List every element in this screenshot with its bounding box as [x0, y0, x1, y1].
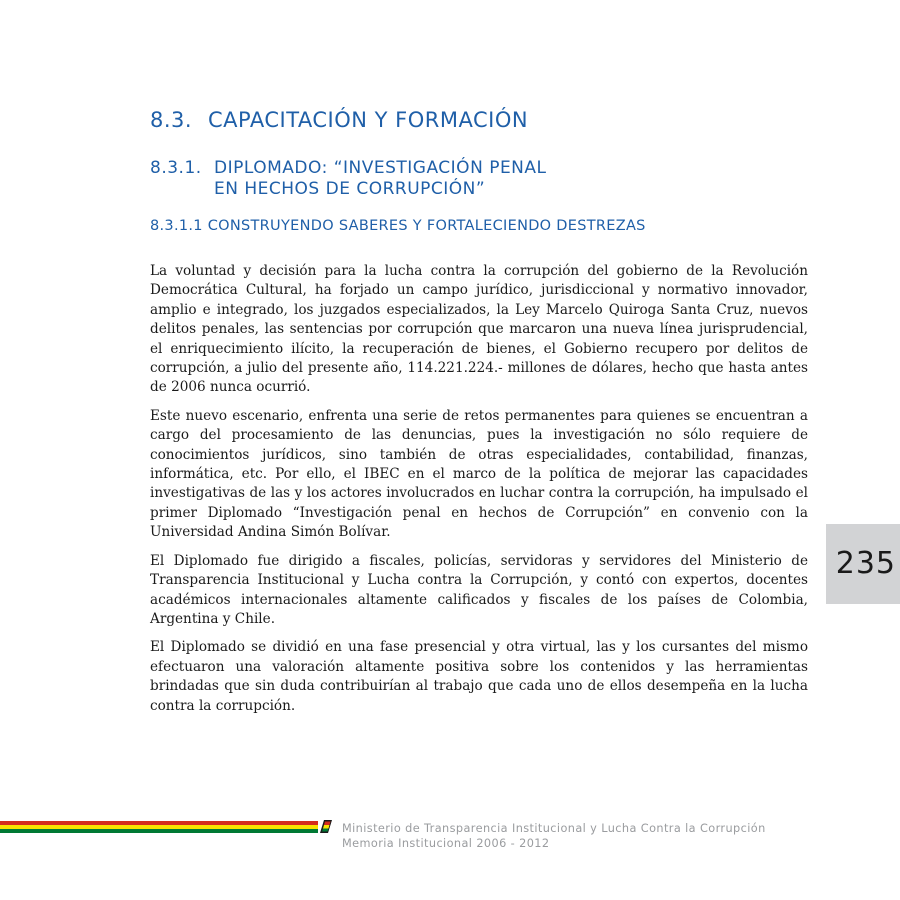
subsection-title-line1: DIPLOMADO: “INVESTIGACIÓN PENAL: [214, 158, 547, 178]
footer-memoria: Memoria Institucional 2006 - 2012: [342, 837, 550, 850]
paragraph: Este nuevo escenario, enfrenta una serie de retos permanentes para quienes se encuentran a cargo del procesamiento de las denuncias, pues la investigación no sólo requiere de conocimientos jurídicos, sino también de otras especialidades, contabilidad, finanzas, informática, etc. Por ello, el IBEC en el marco de la política de mejorar las capacidades investigativas de las y los actores involucrados en luchar contra la corrupción, ha impulsado el primer Diplomado “Investigación penal en hechos de Corrupción” en convenio con la Universidad Andina Simón Bolívar.: [150, 407, 808, 541]
paragraph: La voluntad y decisión para la lucha contra la corrupción del gobierno de la Revolución Democrática Cultural, ha forjado un campo jurídico, jurisdiccional y normativo innovador, amplio e integrado, los juzgados especializados, la Ley Marcelo Quiroga Santa Cruz, nuevos delitos penales, las sentencias por corrupción que marcaron una nueva línea jurisprudencial, el enriquecimiento ilícito, la recuperación de bienes, el Gobierno recupero por delitos de corrupción, a julio del presente año, 114.221.224.- millones de dólares, hecho que hasta antes de 2006 nunca ocurrió.: [150, 263, 808, 396]
subsection-title: [214, 158, 547, 200]
section-number: 8.3.: [150, 108, 193, 132]
footer: [342, 821, 766, 851]
subsection-heading: [150, 158, 547, 200]
paragraph: El Diplomado se dividió en una fase presencial y otra virtual, las y los cursantes del mismo efectuaron una valoración altamente positiva sobre los contenidos y las herramientas brindadas que sin duda contribuirían al trabajo que cada uno de ellos desempeña en la lucha contra la corrupción.: [150, 639, 808, 714]
subsection-title-line2: EN HECHOS DE CORRUPCIÓN”: [214, 179, 486, 199]
paragraph: El Diplomado fue dirigido a fiscales, policías, servidoras y servidores del Ministerio de Transparencia Institucional y Lucha contra la Corrupción, y contó con expertos, docentes académicos internacionales altamente calificados y fiscales de los países de Colombia, Argentina y Chile.: [150, 552, 808, 627]
flag-badge-icon: [320, 820, 332, 833]
footer-ministry: Ministerio de Transparencia Institucional y Lucha Contra la Corrupción: [342, 822, 766, 835]
section-title: CAPACITACIÓN Y FORMACIÓN: [208, 108, 529, 132]
bolivia-flag-stripes: [0, 821, 318, 833]
section-heading: [150, 108, 528, 132]
subsection-number: 8.3.1.: [150, 158, 202, 178]
page-number: 235: [835, 546, 896, 581]
page-number-tab: [826, 524, 900, 604]
flag-stripe-green: [0, 829, 318, 833]
body-text: [150, 262, 808, 725]
subsubsection-heading: 8.3.1.1 CONSTRUYENDO SABERES Y FORTALECIENDO DESTREZAS: [150, 218, 646, 234]
